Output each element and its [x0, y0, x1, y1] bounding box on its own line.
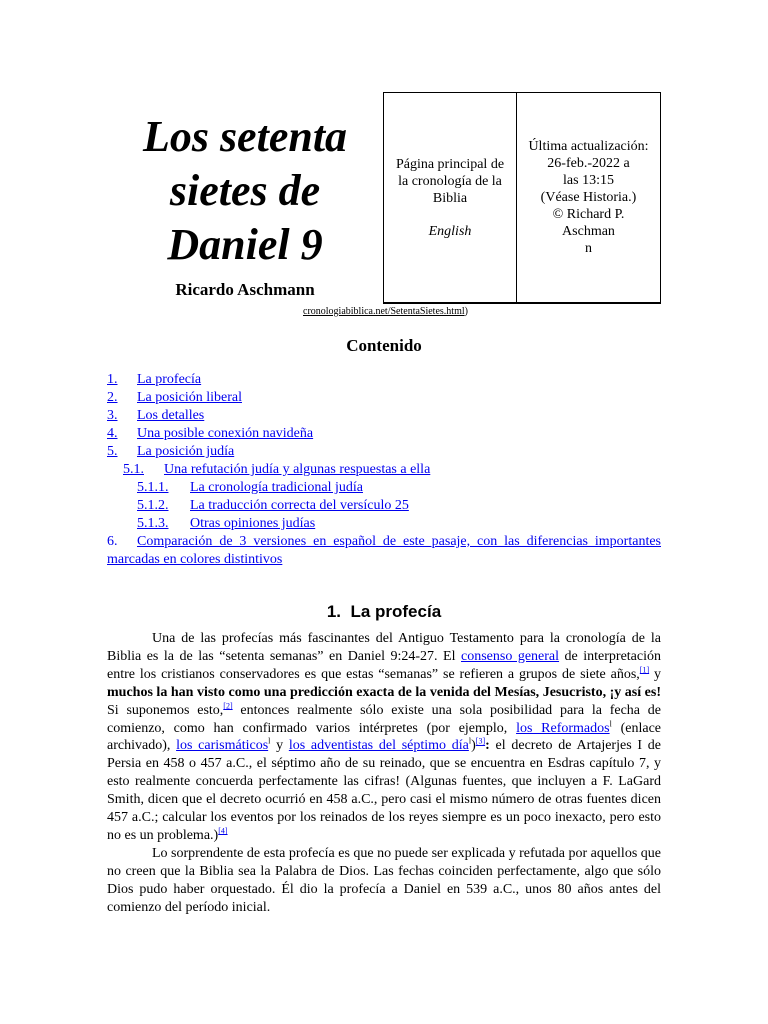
- footnote-link[interactable]: [2]: [223, 700, 233, 710]
- toc-link[interactable]: La traducción correcta del versículo 25: [190, 498, 409, 513]
- bold-text: :: [485, 738, 490, 754]
- toc-item[interactable]: [107, 443, 661, 461]
- toc-item[interactable]: [107, 389, 661, 407]
- external-link-marker: l: [609, 718, 612, 728]
- toc-link[interactable]: Otras opiniones judías: [190, 516, 316, 531]
- toc-item[interactable]: [107, 371, 661, 389]
- home-link[interactable]: Página principal de la cronología de la Biblia: [395, 156, 505, 206]
- reformed-link[interactable]: los Reformados: [516, 720, 610, 736]
- toc-number[interactable]: 5.1.1.: [137, 480, 169, 495]
- title-block: [110, 110, 380, 300]
- page-url-closing: ): [464, 306, 468, 317]
- updated-line-5: © Richard P. Aschman: [552, 207, 625, 239]
- table-of-contents: [107, 371, 661, 569]
- toc-link[interactable]: La posición judía: [137, 444, 235, 459]
- toc-number[interactable]: 6.: [107, 534, 118, 549]
- article-body: [107, 630, 661, 917]
- english-link[interactable]: English: [428, 223, 472, 239]
- toc-number[interactable]: 3.: [107, 408, 118, 423]
- charismatics-link[interactable]: los carismáticos: [176, 738, 269, 754]
- paragraph: [107, 630, 661, 845]
- title-line-3: Daniel 9: [167, 220, 323, 269]
- updated-line-2: 26-feb.-2022 a: [547, 156, 630, 171]
- toc-item[interactable]: [107, 407, 661, 425]
- text: y: [649, 666, 662, 682]
- info-cell-home: [384, 93, 517, 302]
- text: Si suponemos esto,: [107, 702, 224, 718]
- updated-line-3: las 13:15: [563, 173, 614, 188]
- toc-number[interactable]: 4.: [107, 426, 118, 441]
- updated-line-4: (Véase Historia.): [540, 190, 637, 205]
- title-line-2: sietes de: [169, 166, 321, 215]
- text: Una de las profecías más fascinantes del Antiguo Testamento para la cronología de la Biblia es la de las “setenta semanas” en Daniel 9:24-27. El: [107, 631, 661, 664]
- author-name: Ricardo Aschmann: [175, 280, 315, 299]
- toc-item[interactable]: [107, 533, 661, 569]
- toc-number[interactable]: 2.: [107, 390, 118, 405]
- footnote-link[interactable]: [4]: [218, 826, 228, 836]
- toc-link[interactable]: Comparación de 3 versiones en español de este pasaje, con las diferencias importantes marcadas en colores distintivos: [107, 534, 661, 567]
- page-title: [110, 110, 380, 272]
- contents-heading: Contenido: [346, 336, 422, 355]
- text: y: [270, 738, 289, 754]
- page-url-link[interactable]: cronologiabiblica.net/SetentaSietes.html: [303, 306, 465, 317]
- toc-link[interactable]: La posición liberal: [137, 390, 242, 405]
- toc-item[interactable]: [107, 425, 661, 443]
- toc-number[interactable]: 5.1.: [123, 462, 144, 477]
- footnote-link[interactable]: [3]: [475, 736, 486, 746]
- toc-number[interactable]: 5.: [107, 444, 118, 459]
- consensus-link[interactable]: consenso general: [461, 648, 560, 664]
- toc-item[interactable]: [107, 497, 661, 515]
- footnote-link[interactable]: [1]: [639, 665, 650, 675]
- toc-link[interactable]: Una posible conexión navideña: [137, 426, 314, 441]
- toc-number[interactable]: 5.1.3.: [137, 516, 169, 531]
- toc-number[interactable]: 5.1.2.: [137, 498, 169, 513]
- paragraph: Lo sorprendente de esta profecía es que no puede ser explicada y refutada por aquellos que no creen que la Biblia sea la Palabra de Dios. Las fechas coinciden perfectamente, algo que sólo Dios pudo haber orquestado. Él dio la profecía a Daniel en 539 a.C., unos 80 años antes del comienzo del período inicial.: [107, 845, 661, 915]
- adventists-link[interactable]: los adventistas del séptimo día: [288, 738, 469, 754]
- toc-link[interactable]: Una refutación judía y algunas respuestas a ella: [164, 462, 431, 477]
- bold-text: muchos la han visto como una predicción exacta de la venida del Mesías, Jesucristo, ¡y así es!: [107, 684, 661, 700]
- section-heading: 1. La profecía: [326, 602, 442, 621]
- info-table: [383, 92, 661, 304]
- text: (enlace archivado),: [107, 720, 661, 754]
- toc-link[interactable]: La profecía: [137, 372, 202, 387]
- page-url: [303, 306, 468, 317]
- text: el decreto de Artajerjes I de Persia en 458 o 457 a.C., el séptimo año de su reinado, que se encuentra en Esdras capítulo 7, y esto realmente concuerda perfectamente las cifras! (Algunas fuentes, que incluyen a F. LaGard Smith, dicen que el decreto ocurrió en 458 a.C., pero casi el mismo número de otras fuentes dicen 457 a.C.; calcular los eventos por los reinados de los reyes siempre es un poco inexacto, pero esto no es un problema.): [107, 738, 661, 843]
- external-link-marker: l: [468, 736, 472, 746]
- toc-link[interactable]: La cronología tradicional judía: [190, 480, 363, 495]
- toc-link[interactable]: Los detalles: [137, 408, 205, 423]
- updated-line-1: Última actualización:: [528, 139, 649, 154]
- external-link-marker: l: [268, 736, 271, 746]
- toc-number[interactable]: 1.: [107, 372, 118, 387]
- toc-item[interactable]: [107, 479, 661, 497]
- text: entonces realmente sólo existe una sola posibilidad para la fecha de comienzo, como han confirmado varios intérpretes (por ejemplo,: [107, 702, 661, 736]
- text: de interpretación entre los cristianos conservadores es que estas “semanas” se refieren a grupos de siete años,: [107, 648, 661, 682]
- toc-item[interactable]: [107, 461, 661, 479]
- text: ): [471, 738, 476, 754]
- updated-line-6: n: [585, 241, 592, 256]
- toc-item[interactable]: [107, 515, 661, 533]
- info-cell-updated: [517, 93, 660, 302]
- title-line-1: Los setenta: [142, 112, 348, 161]
